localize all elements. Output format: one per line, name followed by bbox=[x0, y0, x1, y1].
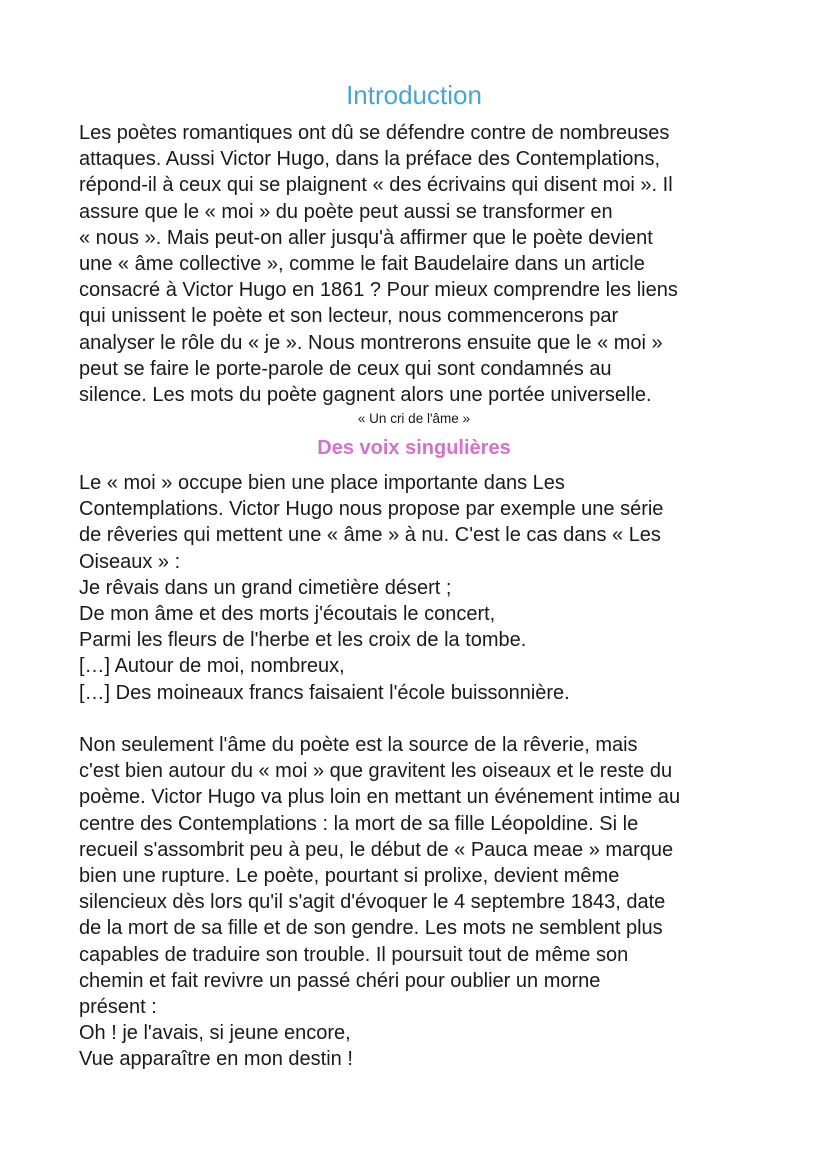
text-line bbox=[79, 706, 680, 732]
text-line: c'est bien autour du « moi » que gravitent les oiseaux et le reste du bbox=[79, 760, 673, 783]
text-line: « nous ». Mais peut-on aller jusqu'à affirmer que le poète devient bbox=[79, 226, 653, 249]
text-line: capables de traduire son trouble. Il poursuit tout de même son bbox=[79, 943, 629, 966]
text-line: Oh ! je l'avais, si jeune encore, bbox=[79, 1022, 351, 1045]
text-line: présent : bbox=[79, 996, 157, 1019]
text-line: poème. Victor Hugo va plus loin en mettant un événement intime au bbox=[79, 786, 681, 809]
intro-paragraph bbox=[79, 120, 678, 408]
text-line: Les poètes romantiques ont dû se défendre contre de nombreuses bbox=[79, 122, 670, 144]
page-title: Introduction bbox=[346, 80, 482, 110]
text-line: Oiseaux » : bbox=[79, 550, 181, 573]
text-line: peut se faire le porte-parole de ceux qui sont condamnés au bbox=[79, 357, 612, 380]
text-line: une « âme collective », comme le fait Baudelaire dans un article bbox=[79, 253, 645, 276]
section-body bbox=[79, 470, 680, 1073]
text-line: de la mort de sa fille et de son gendre. Les mots ne semblent plus bbox=[79, 917, 663, 940]
text-line: consacré à Victor Hugo en 1861 ? Pour mieux comprendre les liens bbox=[79, 279, 678, 302]
text-line: Non seulement l'âme du poète est la source de la rêverie, mais bbox=[79, 734, 638, 757]
text-line: Parmi les fleurs de l'herbe et les croix de la tombe. bbox=[79, 629, 527, 652]
section-heading: Des voix singulières bbox=[317, 437, 511, 459]
text-line: recueil s'assombrit peu à peu, le début de « Pauca meae » marque bbox=[79, 838, 674, 861]
text-line: bien une rupture. Le poète, pourtant si prolixe, devient même bbox=[79, 865, 620, 888]
text-line: répond-il à ceux qui se plaignent « des écrivains qui disent moi ». Il bbox=[79, 174, 673, 197]
text-line: silence. Les mots du poète gagnent alors une portée universelle. bbox=[79, 384, 652, 407]
caption: « Un cri de l'âme » bbox=[357, 411, 471, 426]
text-line: attaques. Aussi Victor Hugo, dans la préface des Contemplations, bbox=[79, 148, 661, 171]
text-line: analyser le rôle du « je ». Nous montrerons ensuite que le « moi » bbox=[79, 331, 663, 354]
text-line: assure que le « moi » du poète peut aussi se transformer en bbox=[79, 200, 613, 223]
text-line: De mon âme et des morts j'écoutais le concert, bbox=[79, 603, 496, 626]
text-line: silencieux dès lors qu'il s'agit d'évoquer le 4 septembre 1843, date bbox=[79, 891, 666, 914]
text-line: Je rêvais dans un grand cimetière désert ; bbox=[79, 576, 452, 599]
text-line: qui unissent le poète et son lecteur, nous commencerons par bbox=[79, 305, 619, 328]
text-line: chemin et fait revivre un passé chéri pour oublier un morne bbox=[79, 969, 601, 992]
text-line: centre des Contemplations : la mort de sa fille Léopoldine. Si le bbox=[79, 812, 639, 835]
text-line: de rêveries qui mettent une « âme » à nu. C'est le cas dans « Les bbox=[79, 524, 661, 547]
text-line: […] Des moineaux francs faisaient l'école buissonnière. bbox=[79, 681, 570, 704]
text-line: Le « moi » occupe bien une place importante dans Les bbox=[79, 472, 565, 494]
text-line: Vue apparaître en mon destin ! bbox=[79, 1048, 353, 1071]
text-line: Contemplations. Victor Hugo nous propose par exemple une série bbox=[79, 498, 664, 521]
text-line: […] Autour de moi, nombreux, bbox=[79, 655, 345, 678]
